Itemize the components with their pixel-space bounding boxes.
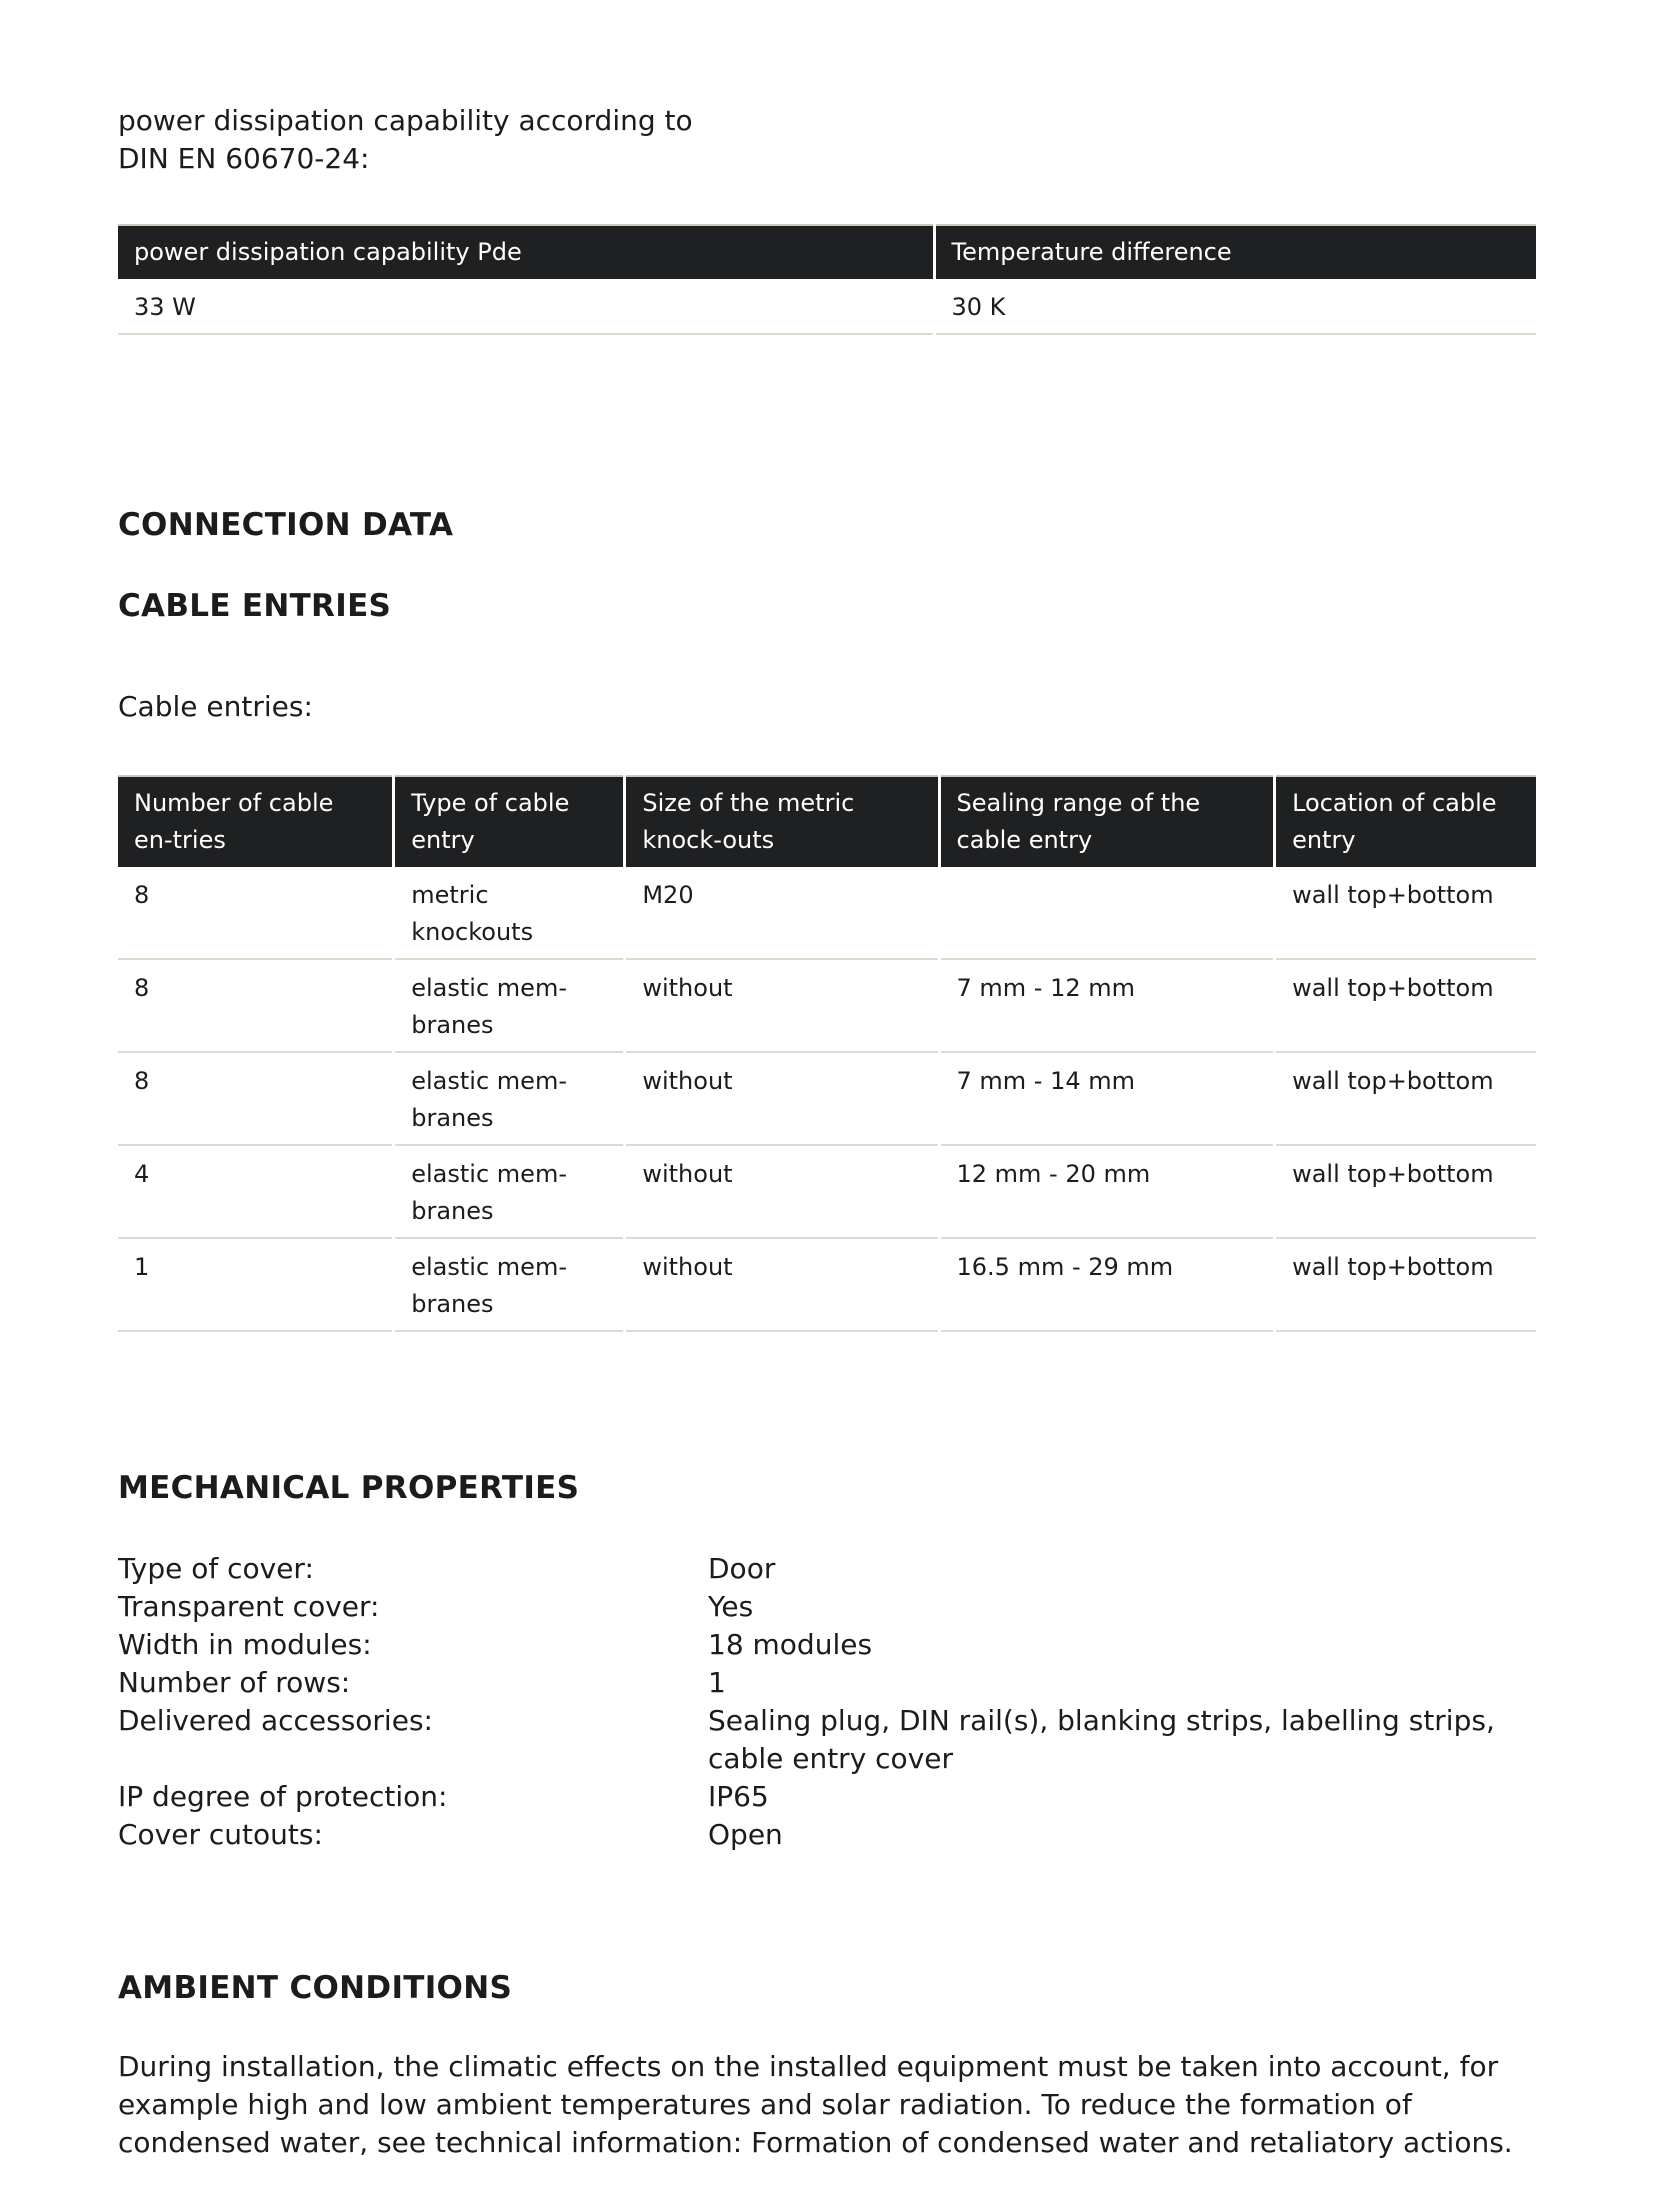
property-label: Type of cover: [118, 1552, 314, 1585]
table-cell: metric knockouts [395, 867, 623, 960]
cable-entries-label: Cable entries: [118, 690, 313, 723]
section-heading-ambient-conditions: AMBIENT CONDITIONS [118, 1970, 513, 2006]
table-cell: wall top+bottom [1276, 1239, 1536, 1332]
table-cell: 1 [118, 1239, 392, 1332]
table-row [118, 1239, 1536, 1332]
property-label: Width in modules: [118, 1628, 372, 1661]
table-row [118, 867, 1536, 960]
ambient-conditions-text: During installation, the climatic effects on the installed equipment must be taken into account, for example high and low ambient temperatures and solar radiation. To reduce the formation of condensed water, see technical information: Formation of condensed water and retaliatory actions. [118, 2050, 1513, 2159]
table-cell: 8 [118, 960, 392, 1053]
property-value: Sealing plug, DIN rail(s), blanking strips, labelling strips, cable entry cover [708, 1704, 1495, 1775]
property-row [118, 1664, 1536, 1702]
table-cell: 8 [118, 1053, 392, 1146]
table-cell: 8 [118, 867, 392, 960]
property-value: Door [708, 1552, 776, 1585]
table-cell: elastic mem-branes [395, 1053, 623, 1146]
mechanical-properties-list [118, 1550, 1536, 1854]
property-label: Transparent cover: [118, 1590, 380, 1623]
table-cell: 7 mm - 12 mm [941, 960, 1274, 1053]
section-heading-mechanical-properties: MECHANICAL PROPERTIES [118, 1470, 580, 1506]
table-cell: without [626, 1146, 937, 1239]
table-cell: 16.5 mm - 29 mm [941, 1239, 1274, 1332]
column-header: power dissipation capability Pde [118, 224, 933, 279]
table-header-row [118, 224, 1536, 279]
table-cell: M20 [626, 867, 937, 960]
property-value: Open [708, 1818, 783, 1851]
table-cell: wall top+bottom [1276, 1053, 1536, 1146]
table-cell: wall top+bottom [1276, 867, 1536, 960]
property-row [118, 1550, 1536, 1588]
column-header: Number of cable en-tries [118, 775, 392, 867]
table-cell [941, 867, 1274, 960]
column-header: Temperature difference [936, 224, 1537, 279]
table-cell: 33 W [118, 279, 933, 335]
property-row [118, 1702, 1536, 1778]
table-row [118, 1053, 1536, 1146]
section-heading-connection-data: CONNECTION DATA [118, 507, 454, 543]
power-dissipation-intro: power dissipation capability according to DIN EN 60670-24: [118, 104, 693, 175]
property-row [118, 1816, 1536, 1854]
table-cell: wall top+bottom [1276, 1146, 1536, 1239]
property-row [118, 1778, 1536, 1816]
table-cell: elastic mem-branes [395, 960, 623, 1053]
property-label: IP degree of protection: [118, 1780, 448, 1813]
property-value: IP65 [708, 1780, 769, 1813]
property-value: 18 modules [708, 1628, 873, 1661]
table-cell: 7 mm - 14 mm [941, 1053, 1274, 1146]
power-dissipation-table [115, 224, 1539, 335]
table-row [118, 1146, 1536, 1239]
table-cell: without [626, 960, 937, 1053]
column-header: Sealing range of the cable entry [941, 775, 1274, 867]
property-row [118, 1626, 1536, 1664]
property-value: Yes [708, 1590, 754, 1623]
table-row [118, 279, 1536, 335]
property-label: Number of rows: [118, 1666, 351, 1699]
section-heading-cable-entries: CABLE ENTRIES [118, 588, 392, 624]
table-header-row [118, 775, 1536, 867]
table-cell: 30 K [936, 279, 1537, 335]
property-row [118, 1588, 1536, 1626]
table-cell: 12 mm - 20 mm [941, 1146, 1274, 1239]
table-cell: without [626, 1239, 937, 1332]
property-label: Delivered accessories: [118, 1704, 433, 1737]
column-header: Type of cable entry [395, 775, 623, 867]
table-cell: 4 [118, 1146, 392, 1239]
column-header: Location of cable entry [1276, 775, 1536, 867]
table-cell: without [626, 1053, 937, 1146]
cable-entries-table [115, 775, 1539, 1332]
table-row [118, 960, 1536, 1053]
table-cell: elastic mem-branes [395, 1146, 623, 1239]
property-label: Cover cutouts: [118, 1818, 323, 1851]
property-value: 1 [708, 1666, 726, 1699]
column-header: Size of the metric knock-outs [626, 775, 937, 867]
table-cell: wall top+bottom [1276, 960, 1536, 1053]
table-cell: elastic mem-branes [395, 1239, 623, 1332]
